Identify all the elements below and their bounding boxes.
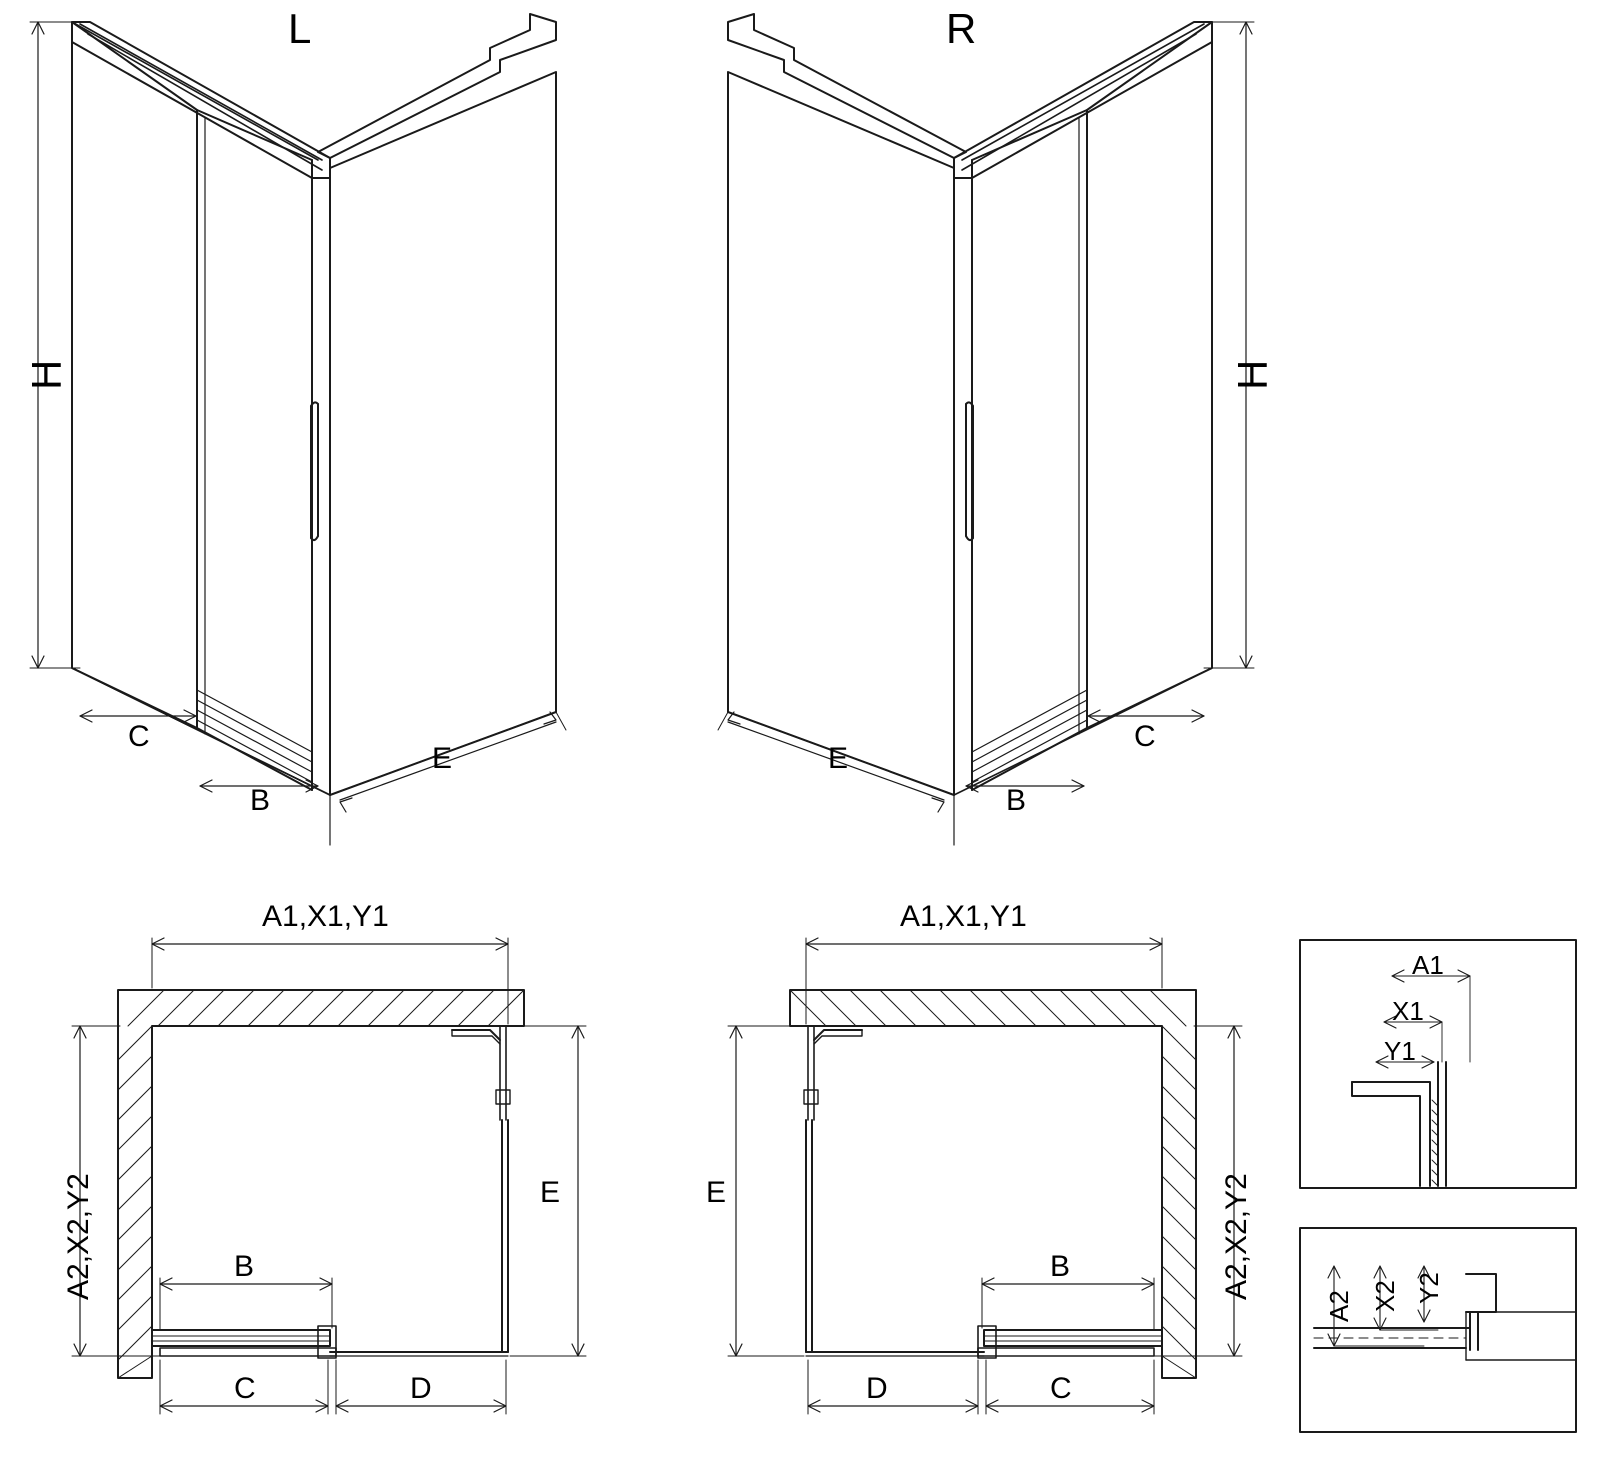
plan-left-c-label: C — [234, 1372, 256, 1405]
plan-left-d-label: D — [410, 1372, 432, 1405]
detail-top-y1-label: Y1 — [1384, 1036, 1416, 1066]
iso-left-c-label: C — [128, 720, 150, 753]
iso-right-height-label: H — [1229, 359, 1276, 390]
iso-right-c-label: C — [1134, 720, 1156, 753]
plan-right-b-label: B — [1050, 1250, 1071, 1283]
plan-left-e-label: E — [540, 1176, 561, 1209]
iso-right-e-label: E — [828, 742, 849, 775]
detail-bottom-a2-label: A2 — [1324, 1290, 1354, 1322]
plan-right-view — [790, 990, 1196, 1378]
plan-left-top-dim-label: A1,X1,Y1 — [262, 900, 389, 933]
plan-left-side-dim-label: A2,X2,Y2 — [62, 1173, 95, 1300]
iso-left-b-label: B — [250, 784, 271, 817]
iso-right-title: R — [946, 5, 977, 52]
plan-right-d-label: D — [866, 1372, 888, 1405]
iso-left-e-label: E — [432, 742, 453, 775]
detail-bottom-y2-label: Y2 — [1414, 1272, 1444, 1304]
detail-top-x1-label: X1 — [1392, 996, 1424, 1026]
plan-right-side-dim-label: A2,X2,Y2 — [1220, 1173, 1253, 1300]
iso-left-title: L — [288, 5, 312, 52]
detail-bottom-view — [1300, 1228, 1576, 1432]
iso-left-height-label: H — [23, 359, 70, 390]
plan-right-top-dim-label: A1,X1,Y1 — [900, 900, 1027, 933]
plan-right-c-label: C — [1050, 1372, 1072, 1405]
detail-bottom-x2-label: X2 — [1370, 1280, 1400, 1312]
plan-left-b-label: B — [234, 1250, 255, 1283]
plan-left-view — [118, 990, 524, 1378]
plan-right-e-label: E — [706, 1176, 727, 1209]
detail-top-a1-label: A1 — [1412, 950, 1444, 980]
iso-right-b-label: B — [1006, 784, 1027, 817]
